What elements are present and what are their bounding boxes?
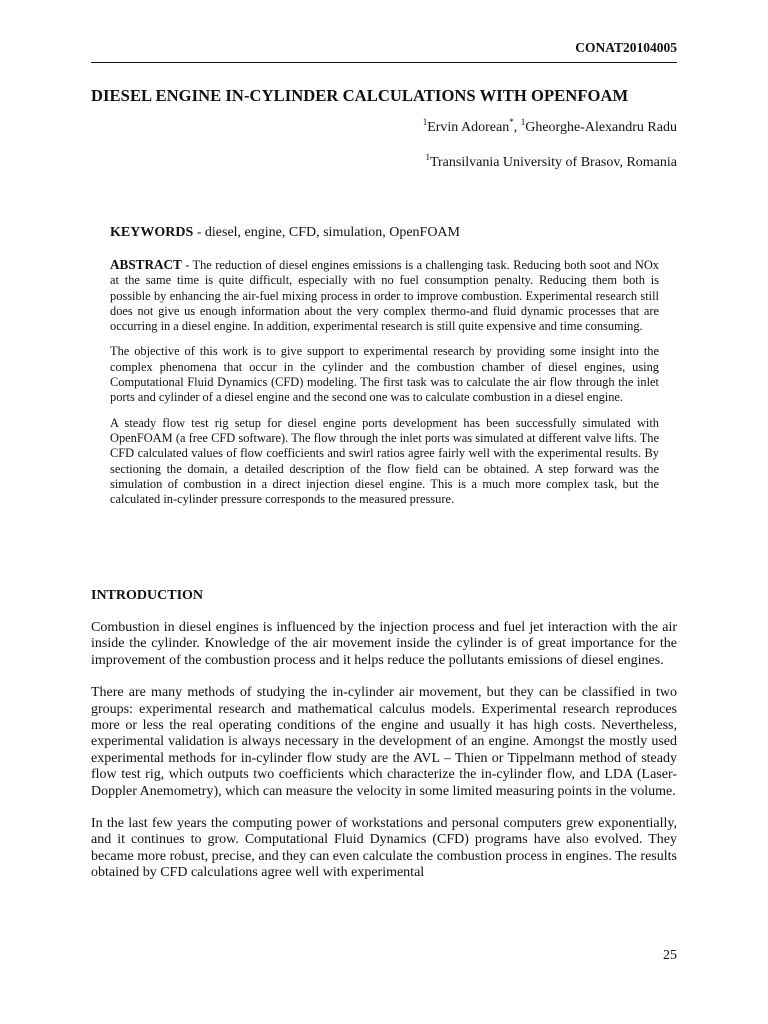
introduction-section bbox=[91, 587, 677, 898]
affiliation-text: Transilvania University of Brasov, Romania bbox=[429, 155, 677, 170]
keywords-paragraph bbox=[110, 225, 659, 241]
affiliation-line bbox=[425, 152, 677, 171]
paper-title: DIESEL ENGINE IN-CYLINDER CALCULATIONS WITH OPENFOAM bbox=[91, 86, 629, 105]
header-rule bbox=[91, 62, 677, 63]
paper-code: CONAT20104005 bbox=[575, 40, 677, 55]
author-separator: , bbox=[513, 120, 521, 135]
body-paragraph: Combustion in diesel engines is influenced by the injection process and fuel jet interaction with the air inside the cylinder. Knowledge of the air movement inside the cylinder is of great importance for the improvement of the combustion process and it helps reduce the pollutants emissions of diesel engines. bbox=[91, 620, 677, 668]
keywords-text: - diesel, engine, CFD, simulation, OpenFOAM bbox=[193, 225, 460, 240]
abstract-paragraph: The objective of this work is to give support to experimental research by providing some insight into the complex phenomena that occur in the cylinder and the combustion chamber of diesel engines, using Computational Fluid Dynamics (CFD) modeling. The first task was to calculate the air flow through the inlet ports and cylinder of a diesel engine and the second one was to calculate combustion in a diesel engine. bbox=[110, 344, 659, 405]
abstract-section bbox=[110, 225, 659, 517]
corresponding-author-mark: * bbox=[509, 117, 514, 127]
author-1-affiliation-mark: 1 bbox=[422, 117, 428, 127]
abstract-paragraph-1-text: - The reduction of diesel engines emissions is a challenging task. Reducing both soot and NOx at the same time is quite difficult, especially with no fuel consumption penalty. Reducing them both is possible by enhancing the air-fuel mixing process in order to improve combustion. Experimental research still does not give us enough information about the very complex thermo-and fluid dynamic processes that are occurring in a diesel engine. In addition, experimental research is still quite expensive and time consuming. bbox=[110, 258, 659, 334]
abstract-label: ABSTRACT bbox=[110, 257, 182, 272]
section-heading: INTRODUCTION bbox=[91, 588, 204, 603]
page-number: 25 bbox=[663, 948, 677, 963]
body-paragraph: In the last few years the computing power of workstations and personal computers grew exponentially, and it continues to grow. Computational Fluid Dynamics (CFD) programs have also evolved. They became more robust, precise, and they can even calculate the combustion process in engines. The results obtained by CFD calculations agree well with experimental bbox=[91, 816, 677, 881]
author-2-name: Gheorghe-Alexandru Radu bbox=[525, 120, 677, 135]
affiliation-mark: 1 bbox=[425, 152, 430, 162]
abstract-paragraph: A steady flow test rig setup for diesel engine ports development has been successfully simulated with OpenFOAM (a free CFD software). The flow through the inlet ports was simulated at different valve lifts. The CFD calculated values of flow coefficients and swirl ratios agree fairly well with the experimental results. By sectioning the domain, a detailed description of the flow field can be obtained. A step forward was the simulation of combustion in a direct injection diesel engine. This is a much more complex task, but the calculated in-cylinder pressure corresponds to the measured pressure. bbox=[110, 415, 659, 507]
author-1-name: Ervin Adorean bbox=[427, 120, 510, 135]
author-line bbox=[422, 117, 677, 136]
keywords-label: KEYWORDS bbox=[110, 225, 194, 240]
author-2-affiliation-mark: 1 bbox=[520, 117, 526, 127]
body-paragraph: There are many methods of studying the in-cylinder air movement, but they can be classified in two groups: experimental research and mathematical calculus models. Experimental research reproduces more or less the real operating conditions of the engine and usually it has high costs. Nevertheless, experimental validation is always necessary in the development of an engine. Amongst the mostly used experimental methods for in-cylinder flow study are the AVL – Thien or Tippelmann method of steady flow test rig, which outputs two coefficients which characterize the in-cylinder flow, and LDA (Laser-Doppler Anemometry), which can measure the velocity in some limited measuring points in the volume. bbox=[91, 685, 677, 799]
abstract-paragraph bbox=[110, 257, 659, 334]
